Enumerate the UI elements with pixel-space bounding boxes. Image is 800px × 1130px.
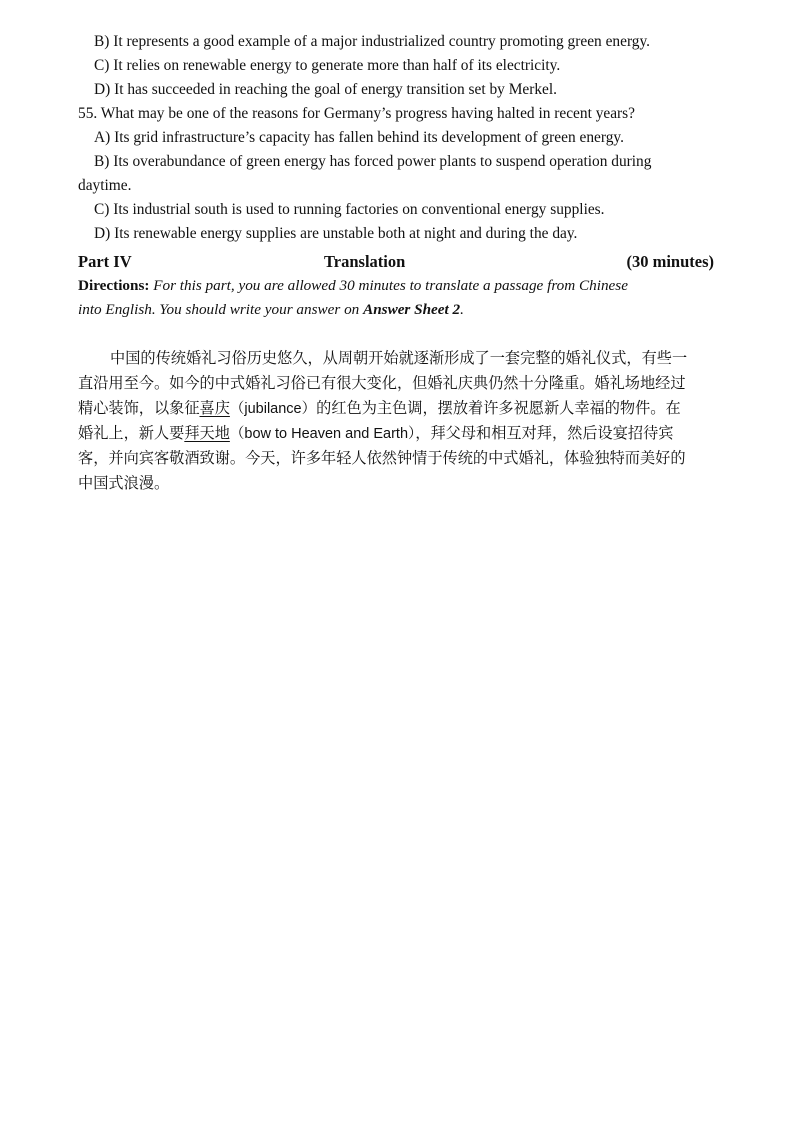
directions-text-line1: For this part, you are allowed 30 minutes to translate a passage from Chinese: [153, 277, 628, 294]
q55-option-a: A) Its grid infrastructure’s capacity has fallen behind its development of green energy.: [94, 129, 624, 146]
directions-line1: [78, 274, 723, 298]
term-xiqing: 喜庆: [199, 399, 230, 417]
passage-line6: 中国式浪漫。: [78, 474, 170, 492]
directions-line2: [78, 298, 723, 322]
q55-option-d: D) Its renewable energy supplies are unstable both at night and during the day.: [94, 225, 578, 242]
gloss-bow-heaven-earth: （bow to Heaven and Earth）: [229, 426, 416, 442]
passage-line3: [78, 396, 728, 421]
passage-line4: [78, 421, 728, 446]
passage-line1: 中国的传统婚礼习俗历史悠久，从周朝开始就逐渐形成了一套完整的婚礼仪式，有些一: [110, 349, 688, 367]
directions-label: Directions:: [78, 277, 150, 294]
q54-option-b: B) It represents a good example of a major industrialized country promoting green energy.: [94, 33, 651, 50]
part-label: Part IV: [78, 252, 132, 271]
answer-sheet-ref: Answer Sheet 2: [363, 301, 461, 318]
q54-option-d: D) It has succeeded in reaching the goal of energy transition set by Merkel.: [94, 81, 557, 98]
passage-line5: 客，并向宾客敬酒致谢。今天，许多年轻人依然钟情于传统的中式婚礼，体验独特而美好的: [78, 449, 686, 467]
gloss-jubilance: （jubilance）: [229, 401, 317, 417]
passage-line4-b: ，拜父母和相互对拜，然后设宴招待宾: [415, 424, 674, 442]
q54-option-c: C) It relies on renewable energy to generate more than half of its electricity.: [94, 57, 561, 74]
passage-line4-a: 婚礼上，新人要: [78, 424, 185, 442]
part-title: Translation: [324, 252, 406, 271]
q55-option-c: C) Its industrial south is used to running factories on conventional energy supplies.: [94, 201, 605, 218]
directions-text-line2: into English. You should write your answer on: [78, 301, 360, 318]
term-baitiandi: 拜天地: [184, 424, 230, 442]
q55-option-b-line2: daytime.: [78, 177, 132, 194]
passage-line3-b: 的红色为主色调，摆放着许多祝愿新人幸福的物件。在: [316, 399, 681, 417]
q55-option-b-line1: B) Its overabundance of green energy has forced power plants to suspend operation during: [94, 153, 652, 170]
passage-line3-a: 精心装饰，以象征: [78, 399, 200, 417]
q55-stem: 55. What may be one of the reasons for Germany’s progress having halted in recent years?: [78, 105, 636, 122]
part-header: [78, 250, 714, 274]
passage-line2: 直沿用至今。如今的中式婚礼习俗已有很大变化，但婚礼庆典仍然十分隆重。婚礼场地经过: [78, 374, 686, 392]
directions-text-line2-end: .: [460, 301, 464, 318]
part-time: (30 minutes): [626, 252, 714, 271]
